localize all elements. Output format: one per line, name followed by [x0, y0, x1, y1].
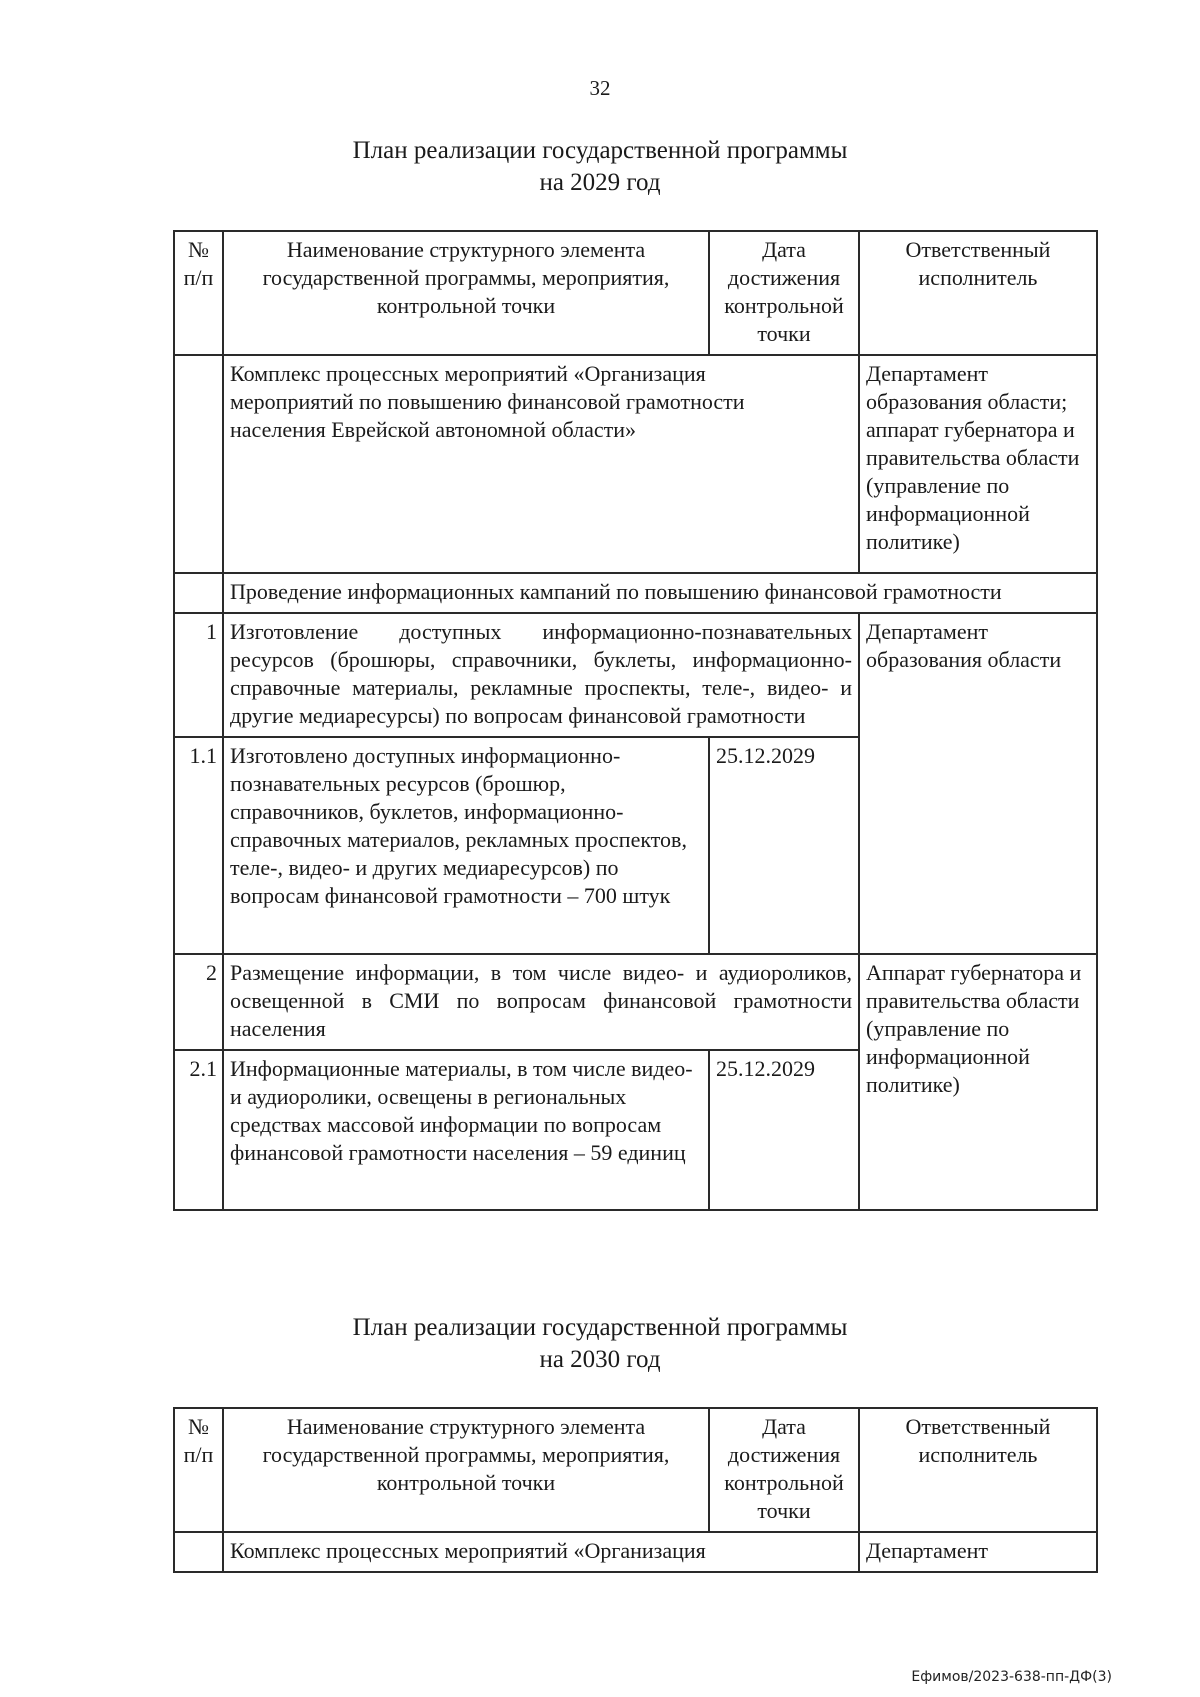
page-number: 32: [589, 76, 611, 100]
plan-year-line: на 2030 год: [539, 1346, 661, 1373]
header-no: № п/п: [174, 1408, 223, 1532]
row-responsible: Департамент образования области: [859, 613, 1097, 954]
table-row: [174, 954, 1097, 1050]
plan-table-2029: [173, 230, 1098, 1211]
row-name: Изготовление доступных информационно-познавательных ресурсов (брошюры, справочники, буклеты, информационно-справочные материалы, рекламные проспекты, теле-, видео- и другие медиаресурсы) по вопросам финансовой грамотности: [223, 613, 859, 737]
header-no: № п/п: [174, 231, 223, 355]
task-no-cell: [174, 573, 223, 613]
row-date: 25.12.2029: [709, 1050, 859, 1210]
plan-year-line: на 2029 год: [539, 169, 661, 196]
plan-title-line: План реализации государственной программы: [352, 1314, 848, 1341]
header-name: Наименование структурного элемента государственной программы, мероприятия, контрольной точки: [223, 1408, 709, 1532]
table-header-row: [174, 231, 1097, 355]
row-no: 1.1: [174, 737, 223, 954]
complex-no-cell: [174, 1532, 223, 1572]
complex-no-cell: [174, 355, 223, 573]
document-reference: Ефимов/2023-638-пп-ДФ(3): [911, 1669, 1112, 1685]
plan-title-2030: [0, 1312, 1200, 1376]
row-name: Изготовлено доступных информационно-познавательных ресурсов (брошюр, справочников, буклетов, информационно-справочных материалов, рекламных проспектов, теле-, видео- и других медиаресурсов) по вопросам финансовой грамотности – 700 штук: [223, 737, 709, 954]
row-no: 1: [174, 613, 223, 737]
header-responsible: Ответственный исполнитель: [859, 1408, 1097, 1532]
header-responsible: Ответственный исполнитель: [859, 231, 1097, 355]
complex-name: Комплекс процессных мероприятий «Организация: [223, 1532, 859, 1572]
row-responsible: Аппарат губернатора и правительства области (управление по информационной политике): [859, 954, 1097, 1210]
row-no: 2.1: [174, 1050, 223, 1210]
table-row: [174, 613, 1097, 737]
header-date: Дата достижения контрольной точки: [709, 1408, 859, 1532]
header-date: Дата достижения контрольной точки: [709, 231, 859, 355]
complex-row: [174, 1532, 1097, 1572]
complex-name: Комплекс процессных мероприятий «Организация мероприятий по повышению финансовой грамотности населения Еврейской автономной области»: [223, 355, 859, 573]
complex-row: [174, 355, 1097, 573]
plan-title-line: План реализации государственной программы: [352, 137, 848, 164]
complex-responsible: Департамент образования области; аппарат губернатора и правительства области (управление по информационной политике): [859, 355, 1097, 573]
plan-title-2029: [0, 135, 1200, 199]
task-row: [174, 573, 1097, 613]
row-name: Размещение информации, в том числе видео- и аудиороликов, освещенной в СМИ по вопросам финансовой грамотности населения: [223, 954, 859, 1050]
header-name: Наименование структурного элемента государственной программы, мероприятия, контрольной точки: [223, 231, 709, 355]
row-name: Информационные материалы, в том числе видео- и аудиоролики, освещены в региональных средствах массовой информации по вопросам финансовой грамотности населения – 59 единиц: [223, 1050, 709, 1210]
task-name: Проведение информационных кампаний по повышению финансовой грамотности: [223, 573, 1097, 613]
complex-responsible: Департамент: [859, 1532, 1097, 1572]
plan-table-2030: [173, 1407, 1098, 1573]
row-date: 25.12.2029: [709, 737, 859, 954]
row-no: 2: [174, 954, 223, 1050]
table-header-row: [174, 1408, 1097, 1532]
